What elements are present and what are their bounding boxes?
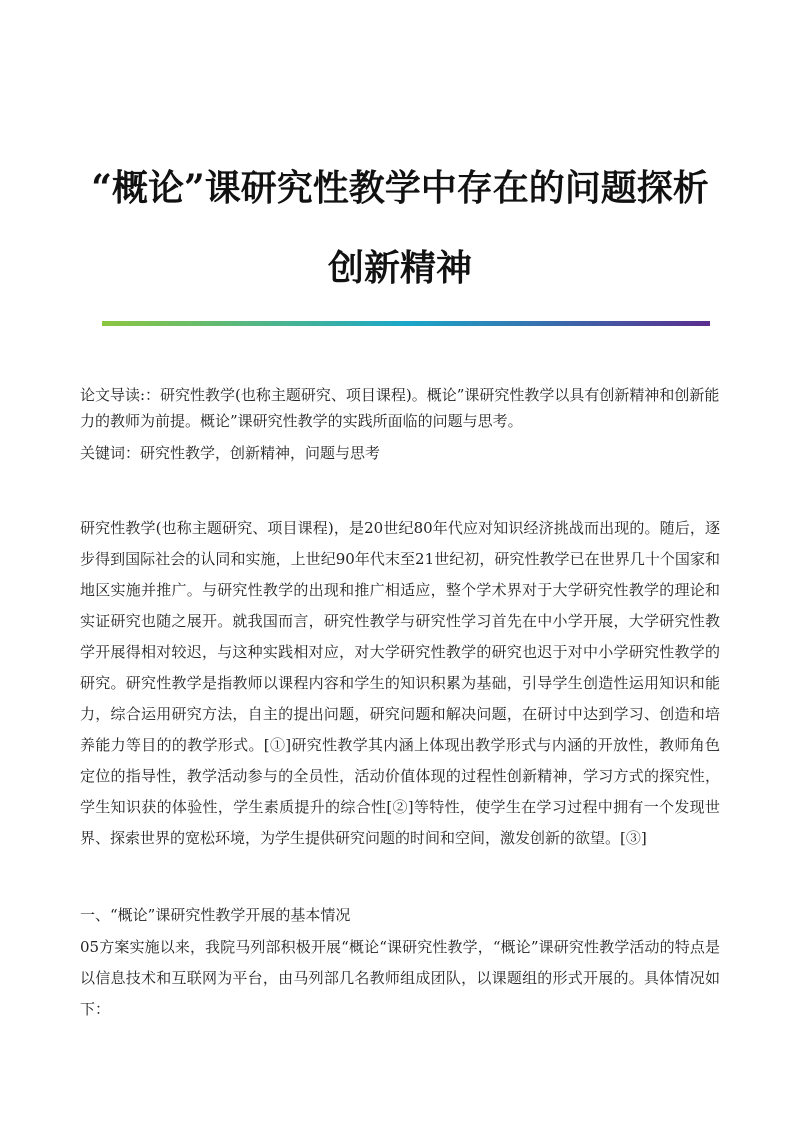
title-divider [102, 321, 710, 326]
keywords: 关键词：研究性教学，创新精神，问题与思考 [80, 444, 381, 462]
body-paragraph-2: 05方案实施以来，我院马列部积极开展“概论“课研究性教学，“概论”课研究性教学活动的特点是以信息技术和互联网为平台，由马列部几名教师组成团队，以课题组的形式开展的。具体情况如下： [80, 938, 720, 1018]
abstract: 论文导读:：研究性教学(也称主题研究、项目课程)。概论”课研究性教学以具有创新精神和创新能力的教师为前提。概论”课研究性教学的实践所面临的问题与思考。 [80, 386, 720, 430]
body-paragraph-1: 研究性教学(也称主题研究、项目课程)，是20世纪80年代应对知识经济挑战而出现的。随后，逐步得到国际社会的认同和实施，上世纪90年代末至21世纪初，研究性教学已在世界几十个国家和地区实施并推广。与研究性教学的出现和推广相适应，整个学术界对于大学研究性教学的理论和实证研究也随之展开。就我国而言，研究性教学与研究性学习首先在中小学开展，大学研究性教学开展得相对较迟，与这种实践相对应，对大学研究性教学的研究也迟于对中小学研究性教学的研究。研究性教学是指教师以课程内容和学生的知识积累为基础，引导学生创造性运用知识和能力，综合运用研究方法，自主的提出问题，研究问题和解决问题，在研讨中达到学习、创造和培养能力等目的的教学形式。[①]研究性教学其内涵上体现出教学形式与内涵的开放性，教师角色定位的指导性，教学活动参与的全员性，活动价值体现的过程性创新精神，学习方式的探究性，学生知识获的体验性，学生素质提升的综合性[②]等特性，使学生在学习过程中拥有一个发现世界、探索世界的宽松环境，为学生提供研究问题的时间和空间，激发创新的欲望。[③] [80, 519, 720, 847]
document-subtitle: 创新精神 [327, 247, 472, 289]
document-title: “概论”课研究性教学中存在的问题探析 [91, 167, 709, 209]
section-heading: 一、“概论”课研究性教学开展的基本情况 [80, 906, 351, 924]
